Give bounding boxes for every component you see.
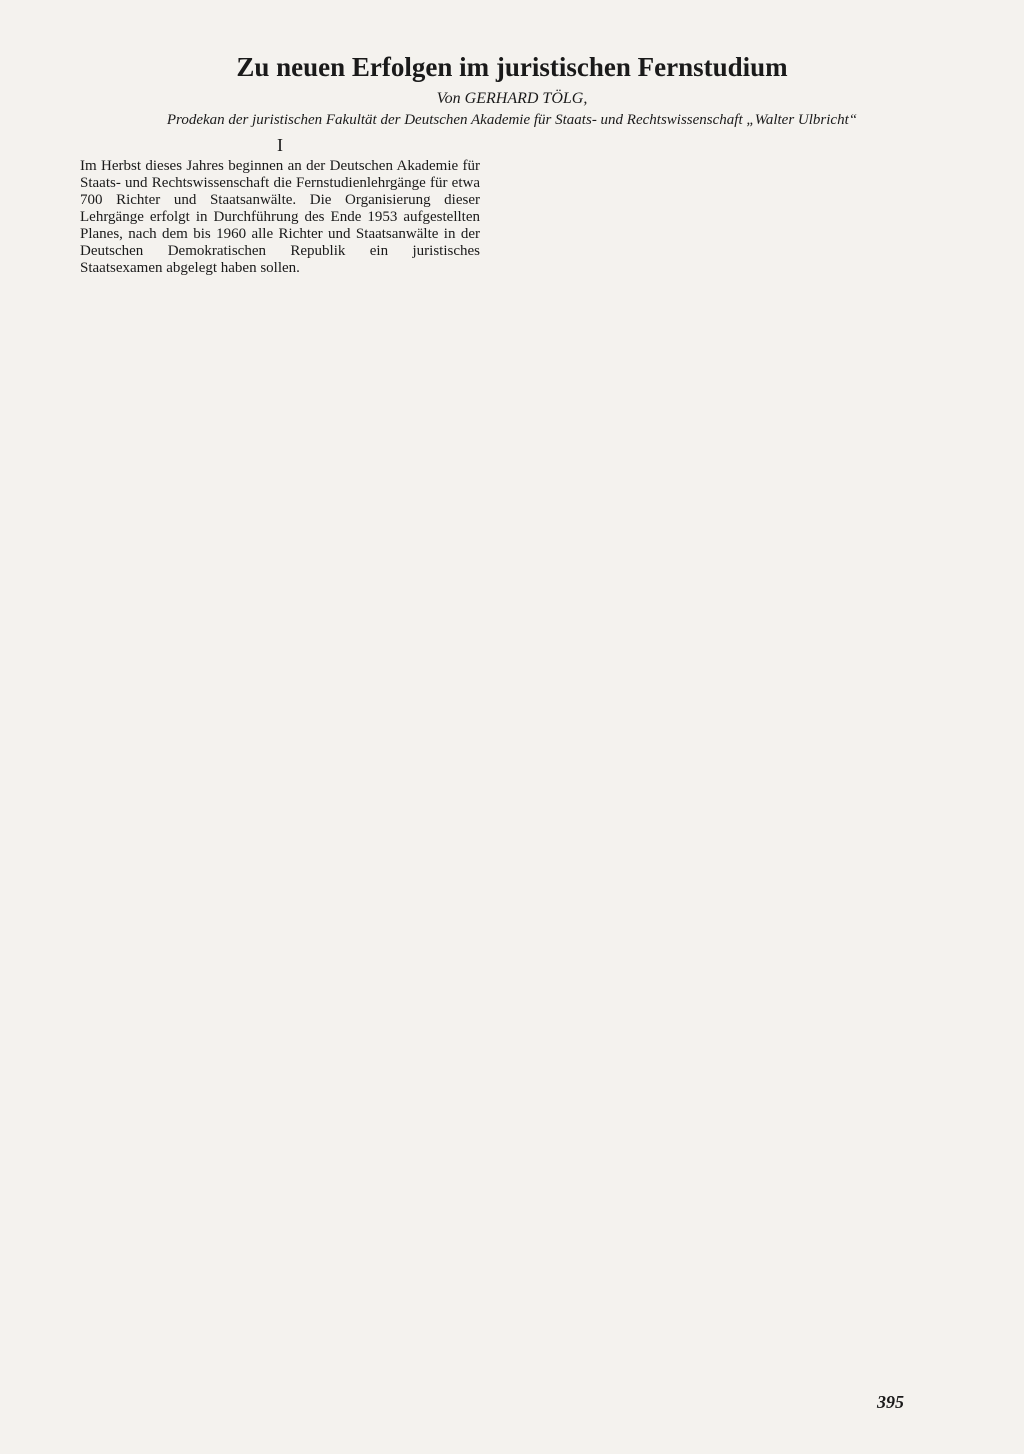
article-title: Zu neuen Erfolgen im juristischen Fernstudium bbox=[236, 52, 788, 82]
page-number: 395 bbox=[877, 1392, 904, 1412]
opening-paragraph: Im Herbst dieses Jahres beginnen an der Deutschen Akademie für Staats- und Rechtswissenschaft die Fernstudienlehrgänge für etwa 700 Richter und Staatsanwälte. Die Organisierung dieser Lehrgänge erfolgt in Durchführung des Ende 1953 aufgestellten Planes, nach dem bis 1960 alle Richter und Staatsanwälte in der Deutschen Demokratischen Republik ein juristisches Staatsexamen abgelegt haben sollen. bbox=[80, 158, 480, 276]
section-number: I bbox=[277, 135, 283, 155]
author-byline: Von GERHARD TÖLG, bbox=[436, 90, 588, 107]
author-affiliation: Prodekan der juristischen Fakultät der Deutschen Akademie für Staats- und Rechtswissenschaft „Walter Ulbricht“ bbox=[166, 112, 858, 128]
